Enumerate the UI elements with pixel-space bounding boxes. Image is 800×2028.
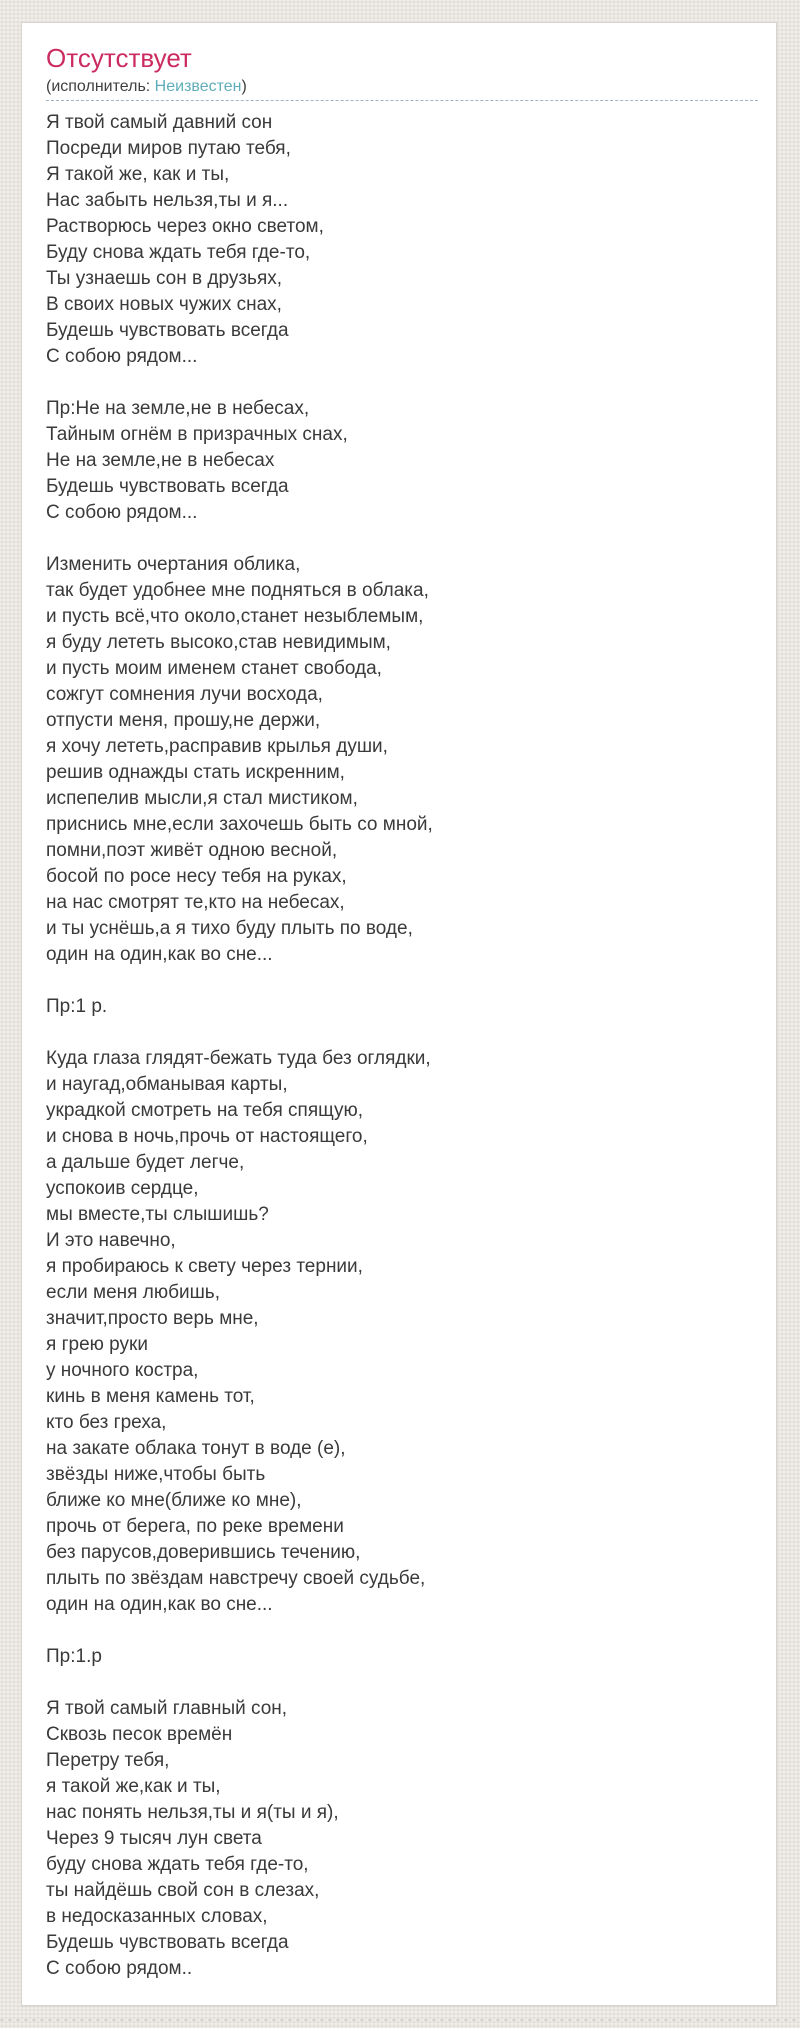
lyric-line: Я твой самый главный сон, [46, 1698, 288, 1719]
lyric-line: если меня любишь, [46, 1282, 220, 1303]
lyric-line: Я твой самый давний сон [46, 112, 273, 133]
lyric-line: на закате облака тонут в воде (е), [46, 1438, 346, 1459]
artist-link[interactable]: Неизвестен [154, 78, 242, 95]
artist-label-close: ) [241, 78, 247, 95]
lyric-line: кинь в меня камень тот, [46, 1386, 255, 1407]
lyric-line: С собою рядом.. [46, 1958, 193, 1979]
lyric-line: один на один,как во сне... [46, 1594, 273, 1615]
lyric-line: и пусть всё,что около,станет незыблемым, [46, 606, 424, 627]
lyric-line: Растворюсь через окно светом, [46, 216, 324, 237]
lyric-line: и наугад,обманывая карты, [46, 1074, 288, 1095]
lyric-line: у ночного костра, [46, 1360, 199, 1381]
artist-label-open: (исполнитель: [46, 78, 155, 95]
lyric-line: а дальше будет легче, [46, 1152, 245, 1173]
lyric-line [46, 526, 758, 552]
lyric-line: плыть по звёздам навстречу своей судьбе, [46, 1568, 426, 1589]
page-title: Отсутствует [46, 43, 192, 73]
lyric-line: В своих новых чужих снах, [46, 294, 282, 315]
lyrics-panel [21, 22, 777, 2006]
lyric-line: Изменить очертания облика, [46, 554, 301, 575]
lyric-line: Пр:1.р [46, 1646, 102, 1667]
lyric-line: и снова в ночь,прочь от настоящего, [46, 1126, 368, 1147]
lyric-line: успокоив сердце, [46, 1178, 199, 1199]
lyric-line [46, 1020, 758, 1046]
lyric-line: прочь от берега, по реке времени [46, 1516, 344, 1537]
lyric-line: Посреди миров путаю тебя, [46, 138, 291, 159]
lyric-line: я такой же,как и ты, [46, 1776, 221, 1797]
lyric-line [46, 968, 758, 994]
lyric-line: отпусти меня, прошу,не держи, [46, 710, 321, 731]
lyric-line: решив однажды стать искренним, [46, 762, 345, 783]
lyric-line: Пр:1 р. [46, 996, 108, 1017]
lyric-line: звёзды ниже,чтобы быть [46, 1464, 266, 1485]
lyric-line [46, 1618, 758, 1644]
lyric-line: Ты узнаешь сон в друзьях, [46, 268, 283, 289]
lyric-line: украдкой смотреть на тебя спящую, [46, 1100, 363, 1121]
lyric-line: нас понять нельзя,ты и я(ты и я), [46, 1802, 339, 1823]
lyric-line: Я такой же, как и ты, [46, 164, 230, 185]
lyric-line: и пусть моим именем станет свобода, [46, 658, 382, 679]
lyric-line: Будешь чувствовать всегда [46, 476, 289, 497]
lyric-line: сожгут сомнения лучи восхода, [46, 684, 323, 705]
artist-line [46, 77, 758, 97]
lyric-line: Тайным огнём в призрачных снах, [46, 424, 348, 445]
lyric-line: приснись мне,если захочешь быть со мной, [46, 814, 433, 835]
lyric-line: один на один,как во сне... [46, 944, 273, 965]
lyric-line: босой по росе несу тебя на руках, [46, 866, 347, 887]
lyric-line: С собою рядом... [46, 502, 198, 523]
lyric-line: значит,просто верь мне, [46, 1308, 259, 1329]
lyric-line: Через 9 тысяч лун света [46, 1828, 262, 1849]
lyric-line: Сквозь песок времён [46, 1724, 233, 1745]
lyric-line: на нас смотрят те,кто на небесах, [46, 892, 345, 913]
lyric-line: мы вместе,ты слышишь? [46, 1204, 269, 1225]
lyric-line: буду снова ждать тебя где-то, [46, 1854, 309, 1875]
lyric-line: без парусов,доверившись течению, [46, 1542, 361, 1563]
lyric-line: в недосказанных словах, [46, 1906, 268, 1927]
lyric-line: так будет удобнее мне подняться в облака, [46, 580, 429, 601]
lyric-line: С собою рядом... [46, 346, 198, 367]
lyric-line: испепелив мысли,я стал мистиком, [46, 788, 358, 809]
lyric-line: Будешь чувствовать всегда [46, 320, 289, 341]
lyric-line: ближе ко мне(ближе ко мне), [46, 1490, 302, 1511]
lyric-line: помни,поэт живёт одною весной, [46, 840, 338, 861]
lyric-line: Куда глаза глядят-бежать туда без оглядки, [46, 1048, 431, 1069]
lyric-line: Не на земле,не в небесах [46, 450, 275, 471]
bottom-dotted-divider [0, 2019, 800, 2021]
lyric-line: Буду снова ждать тебя где-то, [46, 242, 311, 263]
lyric-line: кто без греха, [46, 1412, 167, 1433]
lyric-line: и ты уснёшь,а я тихо буду плыть по воде, [46, 918, 413, 939]
lyric-line: И это навечно, [46, 1230, 176, 1251]
lyric-line: я пробираюсь к свету через тернии, [46, 1256, 363, 1277]
lyric-line: я буду лететь высоко,став невидимым, [46, 632, 391, 653]
lyric-line: Нас забыть нельзя,ты и я... [46, 190, 289, 211]
lyric-line [46, 1670, 758, 1696]
dashed-separator [46, 100, 758, 101]
lyric-line: я грею руки [46, 1334, 148, 1355]
lyric-line [46, 370, 758, 396]
lyrics-block [46, 110, 758, 1982]
lyric-line: Пр:Не на земле,не в небесах, [46, 398, 310, 419]
lyric-line: Будешь чувствовать всегда [46, 1932, 289, 1953]
lyric-line: Перетру тебя, [46, 1750, 170, 1771]
lyric-line: я хочу лететь,расправив крылья души, [46, 736, 388, 757]
lyric-line: ты найдёшь свой сон в слезах, [46, 1880, 320, 1901]
